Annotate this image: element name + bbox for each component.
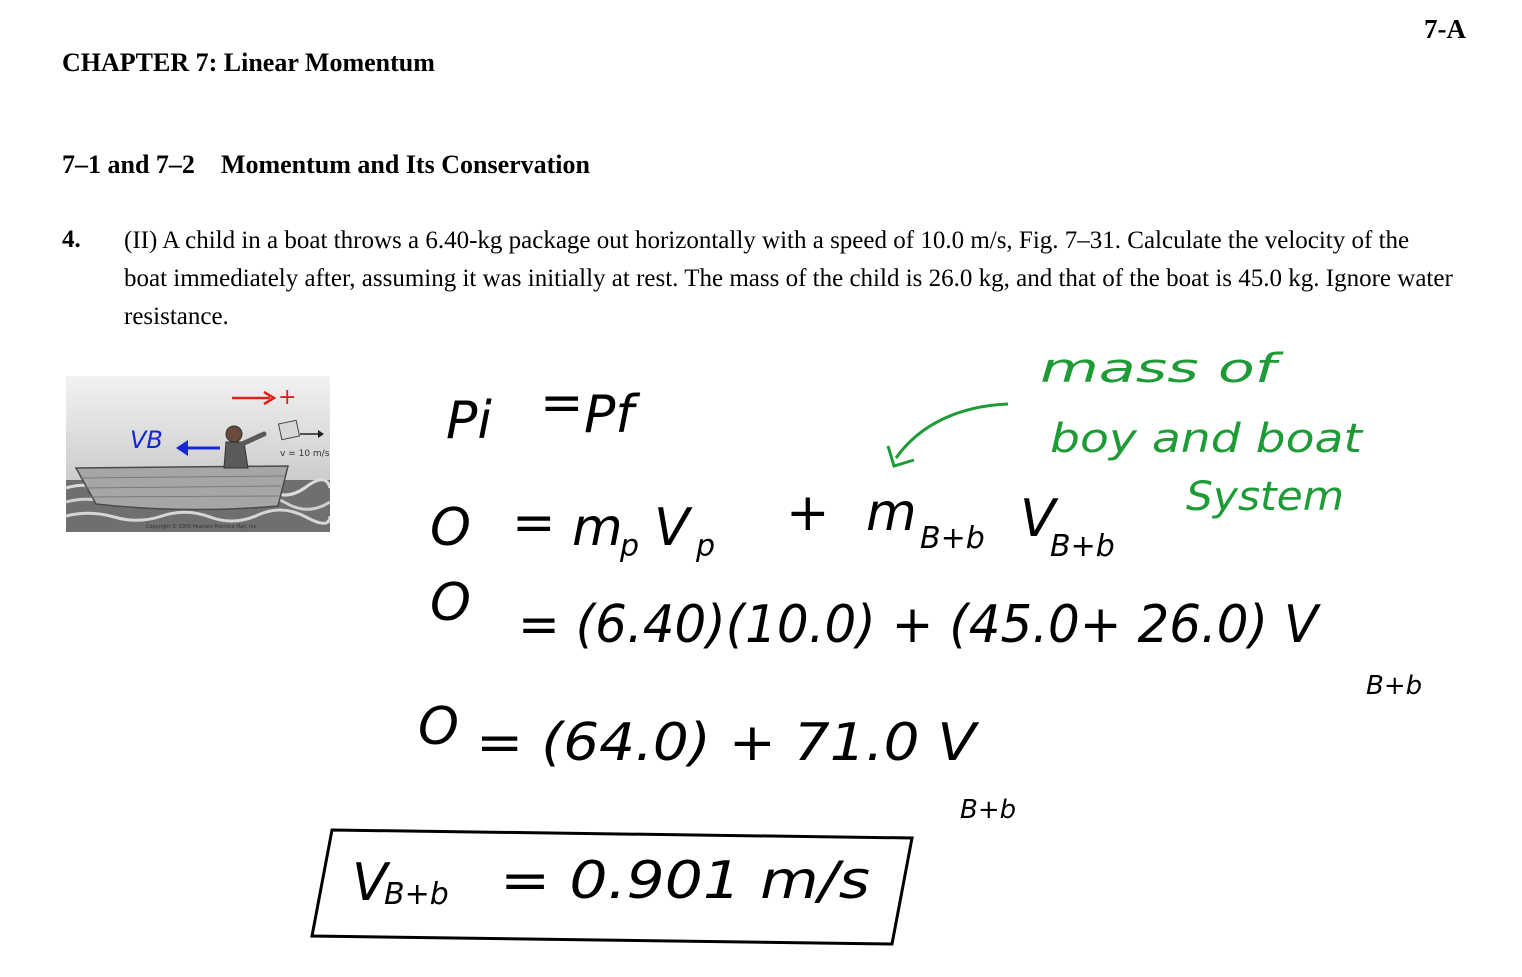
equals-sign: =: [540, 373, 584, 433]
answer-v: V: [352, 853, 388, 913]
problem-number: 4.: [62, 226, 81, 253]
pi-term: Pi: [446, 391, 492, 451]
pf-term: Pf: [584, 385, 634, 445]
note-arrow: [896, 404, 1008, 458]
eq2-equals: =: [512, 493, 556, 553]
vp-v: V: [654, 498, 690, 558]
speed-label: v = 10 m/s: [280, 449, 330, 459]
mp-m: m: [572, 498, 623, 558]
problem-text: (II) A child in a boat throws a 6.40-kg package out horizontally with a speed of 10.0 m/s, Fig. 7–31. Calculate the velocity of the boat immediately after, assuming it was initially at rest. The mass of the child is 26.0 kg, and that of the boat is 45.0 kg. Ignore water resistance.: [124, 227, 1453, 330]
eq4-expression: = (64.0) + 71.0 V: [476, 713, 980, 773]
mbb-m: m: [866, 483, 917, 543]
page-number: 7-A: [1424, 14, 1466, 44]
eq3-sub: B+b: [1366, 671, 1423, 701]
mbb-sub: B+b: [920, 521, 985, 556]
section-title: Momentum and Its Conservation: [220, 150, 590, 179]
vbb-sub: B+b: [1050, 529, 1115, 564]
answer-sub: B+b: [384, 877, 449, 912]
section-number: 7–1 and 7–2: [62, 150, 195, 179]
note-arrowhead: [888, 446, 914, 466]
eq3-zero: O: [430, 573, 471, 633]
note-line-3: System: [1186, 474, 1344, 520]
eq2-zero: O: [430, 498, 471, 558]
figure-copyright: Copyright © 2005 Pearson Prentice Hall, Inc.: [146, 524, 259, 530]
answer-value: = 0.901 m/s: [500, 851, 870, 911]
vb-label: VB: [130, 426, 163, 454]
vp-sub: p: [696, 529, 716, 564]
eq2-plus: +: [786, 483, 830, 543]
note-line-1: mass of: [1040, 346, 1285, 392]
chapter-title: CHAPTER 7: Linear Momentum: [62, 48, 435, 77]
eq4-sub: B+b: [960, 795, 1017, 825]
eq3-expression: = (6.40)(10.0) + (45.0+ 26.0) V: [518, 595, 1322, 655]
plus-sign: +: [278, 385, 297, 410]
mp-sub: p: [620, 529, 640, 564]
note-line-2: boy and boat: [1050, 416, 1364, 462]
eq4-zero: O: [418, 697, 459, 757]
vbb-v: V: [1020, 489, 1056, 549]
